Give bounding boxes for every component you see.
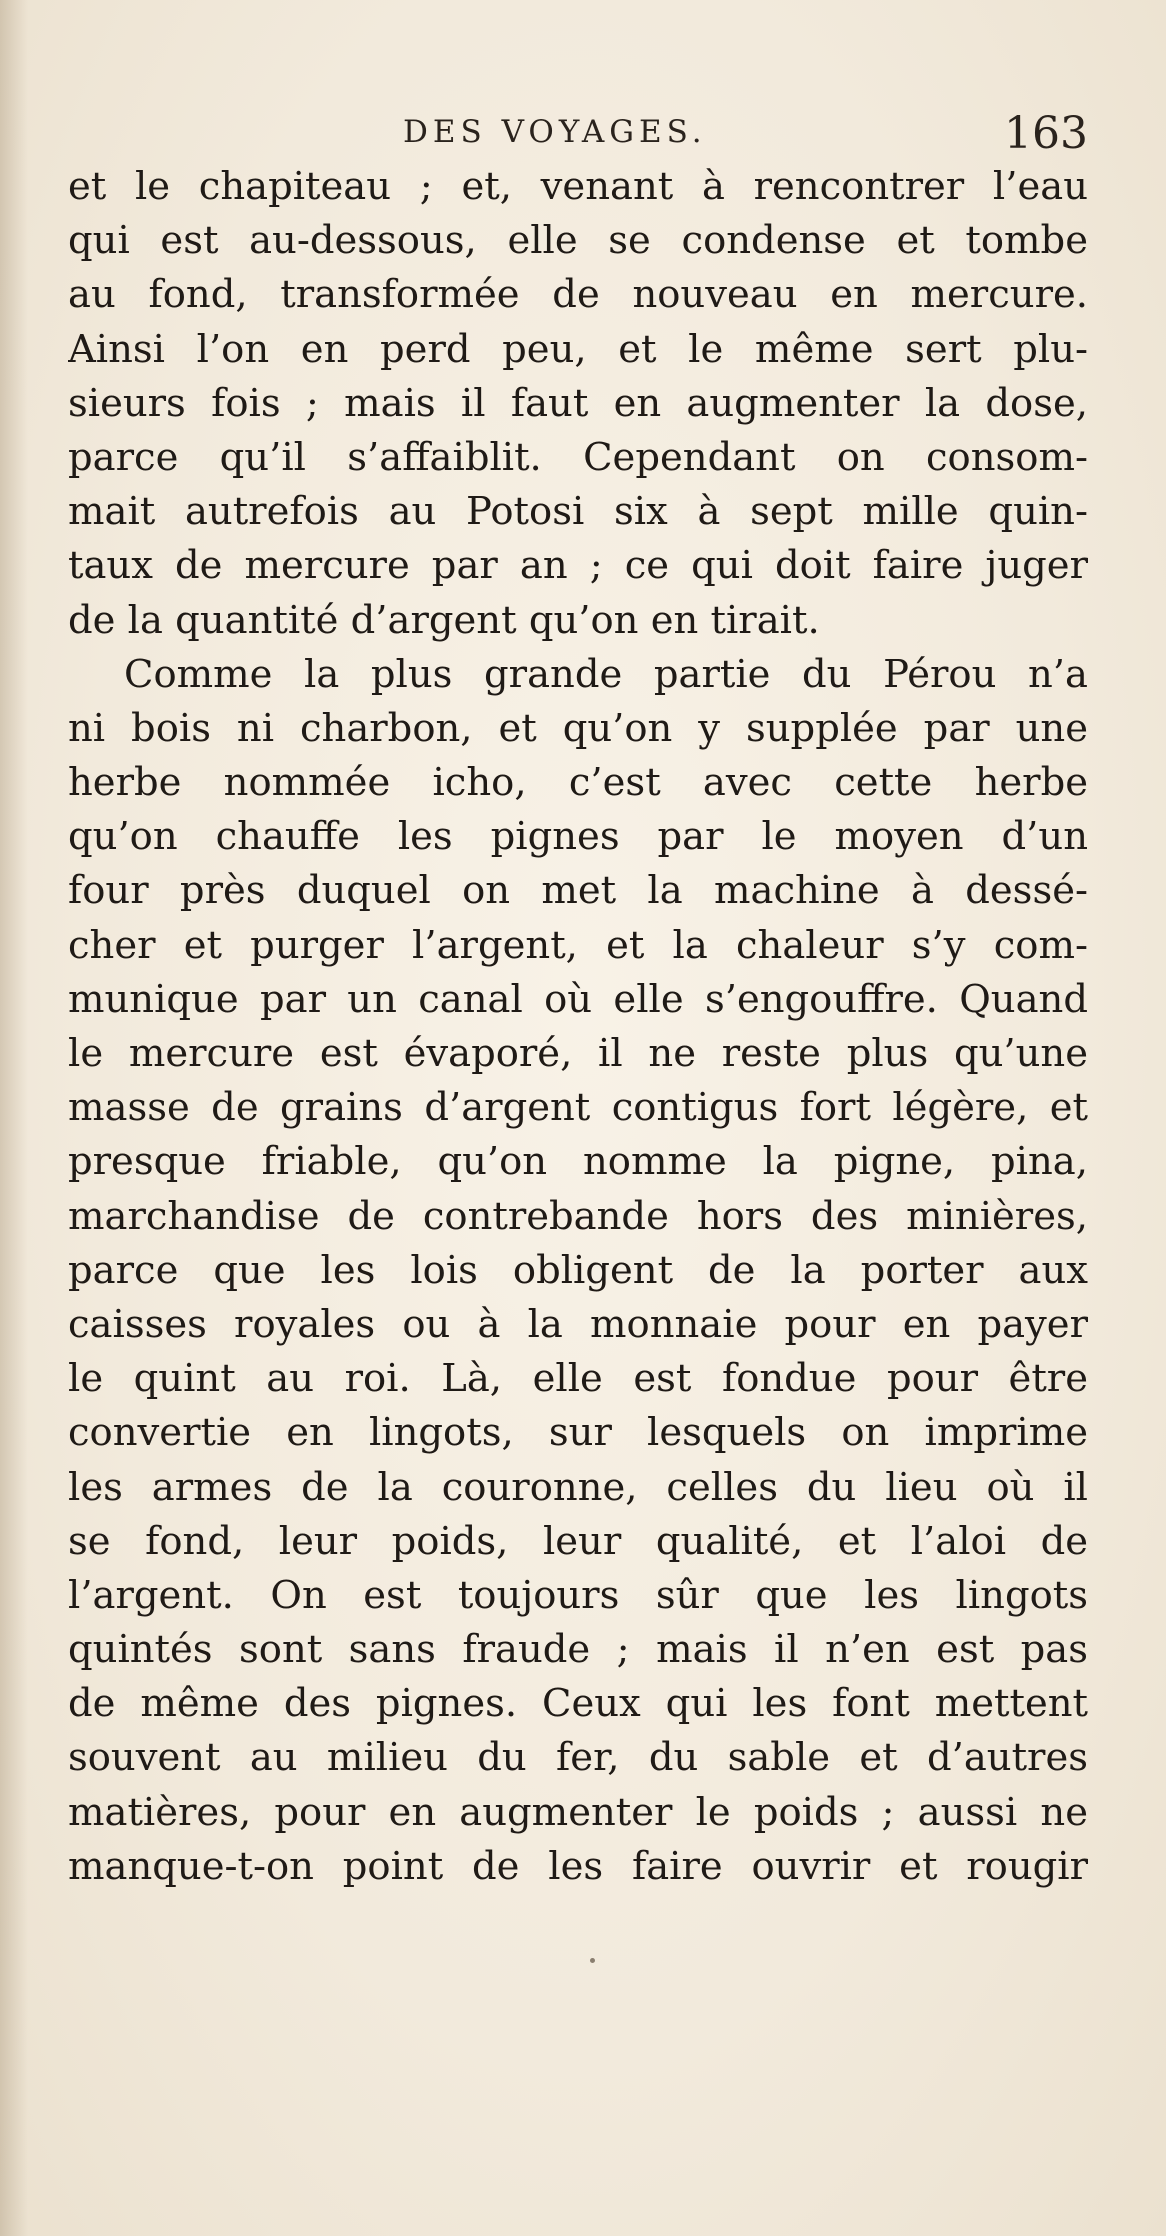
text-line: qu’on chauffe les pignes par le moyen d’un: [68, 814, 1088, 860]
text-line: le quint au roi. Là, elle est fondue pour être: [68, 1356, 1088, 1402]
text-line: marchandise de contrebande hors des minières,: [68, 1193, 1088, 1239]
page-header: [68, 108, 1088, 168]
text-line: qui est au-dessous, elle se condense et tombe: [68, 218, 1088, 264]
text-line: masse de grains d’argent contigus fort légère, et: [68, 1085, 1088, 1131]
body-text: [68, 160, 1088, 1894]
text-line: de la quantité d’argent qu’on en tirait.: [68, 597, 820, 643]
text-line: les armes de la couronne, celles du lieu où il: [68, 1464, 1088, 1510]
text-line: matières, pour en augmenter le poids ; aussi ne: [68, 1789, 1088, 1835]
page-number: 163: [1004, 108, 1088, 159]
text-line: convertie en lingots, sur lesquels on imprime: [68, 1410, 1088, 1456]
text-line: quintés sont sans fraude ; mais il n’en est pas: [68, 1627, 1088, 1673]
text-line: de même des pignes. Ceux qui les font mettent: [68, 1681, 1088, 1727]
text-line: manque-t-on point de les faire ouvrir et rougir: [68, 1843, 1088, 1889]
text-line: ni bois ni charbon, et qu’on y supplée par une: [68, 705, 1088, 751]
text-line: se fond, leur poids, leur qualité, et l’aloi de: [68, 1518, 1088, 1564]
text-line: souvent au milieu du fer, du sable et d’autres: [68, 1735, 1088, 1781]
running-head: DES VOYAGES.: [403, 114, 707, 150]
text-line: mait autrefois au Potosi six à sept mille quin-: [68, 489, 1088, 535]
text-line: Comme la plus grande partie du Pérou n’a: [124, 651, 1088, 697]
text-line: parce que les lois obligent de la porter aux: [68, 1247, 1088, 1293]
text-line: munique par un canal où elle s’engouffre. Quand: [68, 976, 1088, 1022]
text-line: four près duquel on met la machine à dessé-: [68, 868, 1088, 914]
text-line: le mercure est évaporé, il ne reste plus qu’une: [68, 1031, 1088, 1076]
text-line: cher et purger l’argent, et la chaleur s’y com-: [68, 922, 1088, 968]
page-edge-shadow: [0, 0, 28, 2236]
ink-speck: [590, 1958, 595, 1963]
text-line: presque friable, qu’on nomme la pigne, pina,: [68, 1139, 1088, 1185]
text-line: au fond, transformée de nouveau en mercure.: [68, 272, 1088, 318]
text-line: taux de mercure par an ; ce qui doit faire juger: [68, 543, 1088, 589]
text-line: parce qu’il s’affaiblit. Cependant on consom-: [68, 434, 1088, 480]
text-line: herbe nommée icho, c’est avec cette herbe: [68, 760, 1088, 806]
text-line: sieurs fois ; mais il faut en augmenter la dose,: [68, 380, 1088, 426]
text-line: caisses royales ou à la monnaie pour en payer: [68, 1301, 1088, 1347]
text-line: l’argent. On est toujours sûr que les lingots: [68, 1572, 1088, 1618]
text-line: Ainsi l’on en perd peu, et le même sert plu-: [68, 326, 1088, 372]
text-line: et le chapiteau ; et, venant à rencontrer l’eau: [68, 164, 1088, 209]
